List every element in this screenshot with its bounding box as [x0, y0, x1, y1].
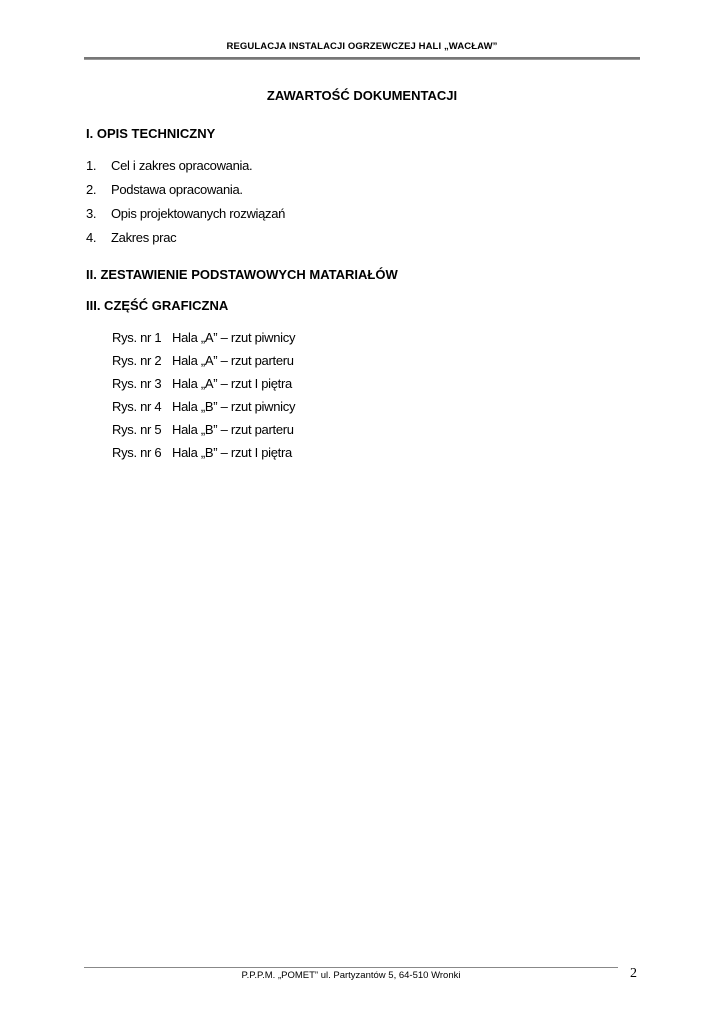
drawing-code: Rys. nr 4 [112, 399, 162, 414]
list-item-text: Cel i zakres opracowania. [111, 158, 253, 173]
drawing-description: Hala „B” – rzut parteru [172, 422, 294, 437]
header-divider [84, 57, 640, 60]
list-item-number: 4. [86, 230, 97, 245]
drawing-description: Hala „B” – rzut I piętra [172, 445, 292, 460]
header-title: REGULACJA INSTALACJI OGRZEWCZEJ HALI „WACŁAW” [226, 41, 498, 52]
drawing-description: Hala „A” – rzut I piętra [172, 376, 292, 391]
drawing-description: Hala „A” – rzut piwnicy [172, 330, 296, 345]
section-heading-opis-techniczny: I. OPIS TECHNICZNY [86, 126, 216, 141]
list-item-text: Opis projektowanych rozwiązań [111, 206, 286, 221]
drawing-code: Rys. nr 5 [112, 422, 162, 437]
document-title: ZAWARTOŚĆ DOKUMENTACJI [266, 88, 458, 103]
footer-address: P.P.P.M. „POMET” ul. Partyzantów 5, 64-510 Wronki [241, 970, 461, 981]
drawing-description: Hala „A” – rzut parteru [172, 353, 294, 368]
list-item-number: 3. [86, 206, 97, 221]
drawing-code: Rys. nr 2 [112, 353, 162, 368]
list-item-text: Podstawa opracowania. [111, 182, 243, 197]
list-item-number: 1. [86, 158, 97, 173]
drawing-code: Rys. nr 3 [112, 376, 162, 391]
list-item-number: 2. [86, 182, 97, 197]
drawing-description: Hala „B” – rzut piwnicy [172, 399, 296, 414]
drawing-code: Rys. nr 1 [112, 330, 162, 345]
list-item-text: Zakres prac [111, 230, 177, 245]
section-heading-zestawienie-materialow: II. ZESTAWIENIE PODSTAWOWYCH MATARIAŁÓW [86, 267, 398, 282]
page-number: 2 [630, 966, 637, 981]
section-heading-czesc-graficzna: III. CZĘŚĆ GRAFICZNA [86, 298, 229, 313]
footer-divider [84, 967, 618, 968]
drawing-code: Rys. nr 6 [112, 445, 162, 460]
